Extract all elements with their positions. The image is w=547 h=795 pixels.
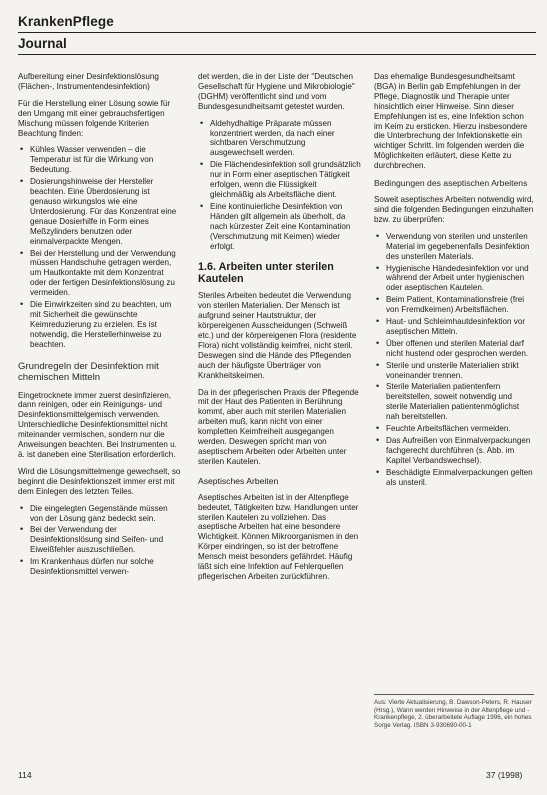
list-item: • Die Flächendesinfektion soll grundsätzlich nur in Form einer aseptischen Tätigkeit erfolgen, wenn die Flüssigkeit gleichmäßig als Arbeitsfläche dient. [198, 160, 361, 200]
paragraph: Da in der pflegerischen Praxis der Pflegende mit der Haut des Patienten in Berührung kommt, aber auch mit sterilen Materialien arbeiten muß, kann nicht von einer kompletten Keimfreiheit ausgegangen werden. Deswegen spricht man von aseptischem Arbeiten oder Arbeiten unter sterilen Kautelen. [198, 387, 359, 466]
list-item: • Bei der Herstellung und der Verwendung müssen Handschuhe getragen werden, um Hautkontakte mit dem Konzentrat oder der fertigen Desinfektionslösung zu vermeiden. [18, 249, 181, 299]
paragraph: Wird die Lösungsmittelmenge gewechselt, so beginnt die Desinfektionszeit immer erst mit dem Einlegen des letzten Teiles. [18, 466, 181, 496]
paragraph: det werden, die in der Liste der "Deutschen Gesellschaft für Hygiene und Mikrobiologie" (DGHM) veröffentlicht sind und vom Bundesgesundheitsamt getestet wurden. [198, 72, 355, 111]
list-item: • Dosierungshinweise der Hersteller beachten. Eine Überdosierung ist genauso wirkungslos wie eine Unterdosierung. Für das Konzentrat eine genaue Dosierhilfe in Form eines Meßzylinders benutzen oder einmalverpackte Mengen. [18, 177, 181, 246]
subheading: Bedingungen des aseptischen Arbeitens [374, 178, 528, 189]
list-item: • Haut- und Schleimhautdesinfektion vor aseptischen Mitteln. [374, 317, 534, 337]
paragraph: Aseptisches Arbeiten ist in der Altenpflege bedeutet, Tätigkeiten bzw. Handlungen unter sterilen Kautelen zu vollziehen. Das aseptische Arbeiten hat eine besondere Wichtigkeit. Können Mikroorganismen in den Körper eindringen, so ist der betroffene Mensch meist besonders gefährdet. Häufig läßt sich eine Infektion auf Fehlerquellen pflegerischen Arbeiten zurückführen. [198, 492, 359, 581]
subheading: Aseptisches Arbeiten [198, 475, 279, 486]
section-rule [18, 54, 536, 55]
bullet-list [374, 232, 534, 488]
paragraph: Aufbereitung einer Desinfektionslösung (Flächen-, Instrumentendesinfektion) [18, 72, 159, 91]
page-header [18, 14, 536, 55]
section-title: Journal [18, 36, 67, 51]
list-item: • Eine kontinuierliche Desinfektion von Händen gilt allgemein als überholt, da nach kürzester Zeit eine Kontamination (Verschmutzung mit Keimen) wieder erfolgt. [198, 202, 361, 252]
list-item: • Über offenen und sterilen Material darf nicht hustend oder gesprochen werden. [374, 339, 534, 359]
source-footnote: Aus: Vierte Aktualisierung, B. Dawson-Peters, R. Hauser (Hrsg.), Wann werden Hinweise in der Altenpflege und -Krankenpflege, 2. überarbeitete Auflage 1996, ein hohes Sorge Verlag. ISBN 3-930690-00-1 [374, 694, 534, 729]
list-item: • Bei der Verwendung der Desinfektionslösung sind Seifen- und Eiweißfehler auszuschließen. [18, 525, 181, 555]
page-number-right: 37 (1998) [486, 770, 523, 780]
list-item: • Beschädigte Einmalverpackungen gelten als unsteril. [374, 468, 534, 488]
paragraph: Soweit aseptisches Arbeiten notwendig wird, sind die folgenden Bedingungen einzuhalten bzw. zu überprüfen: [374, 195, 534, 224]
text-column-1 [18, 72, 181, 583]
list-item: • Die eingelegten Gegenstände müssen von der Lösung ganz bedeckt sein. [18, 504, 181, 524]
list-item: • Kühles Wasser verwenden – die Temperatur ist für die Wirkung von Bedeutung. [18, 145, 181, 175]
list-item: • Beim Patient, Kontaminationsfreie (frei von Fremdkeimen) Arbeitsflächen. [374, 295, 534, 315]
list-item: • Im Krankenhaus dürfen nur solche Desinfektionsmittel verwen- [18, 557, 181, 577]
text-column-3 [374, 72, 534, 494]
magazine-title: KrankenPflege [18, 14, 114, 29]
list-item: • Verwendung von sterilen und unsterilen Material im gegebenenfalls Desinfektion des unsterilen Materials. [374, 232, 534, 262]
bullet-list [18, 145, 181, 349]
list-item: • Die Einwirkzeiten sind zu beachten, um mit Sicherheit die gewünschte Keimreduzierung zu erzielen. Es ist notwendig, die Herstellerhinweise zu beachten. [18, 300, 181, 350]
paragraph: Für die Herstellung einer Lösung sowie für den Umgang mit einer gebrauchsfertigen Mischung müssen folgende Kriterien Beachtung finden: [18, 98, 171, 138]
list-item: • Hygienische Händedesinfektion vor und während der Arbeit unter hygienischen oder aseptischen Kautelen. [374, 264, 534, 294]
header-rule [18, 32, 536, 33]
page-number-left: 114 [18, 770, 32, 780]
bullet-list [198, 119, 361, 252]
paragraph: Steriles Arbeiten bedeutet die Verwendung von sterilen Materialien. Der Mensch ist aufgrund seiner Hautstruktur, der körpereigenen Ausscheidungen (Schweiß etc.) und der körpereigenen Flora (residente Flora) nicht vollständig keimfrei, nicht steril. Deswegen sind die Hände des Pflegenden auch der häufigste Überträger von Krankheitskeimen. [198, 291, 357, 380]
list-item: • Aldehydhaltige Präparate müssen konzentriert werden, da nach einer sichtbaren Verschmutzung ausgewechselt werden. [198, 119, 361, 159]
paragraph: Eingetrocknete immer zuerst desinfizieren, dann reinigen, oder ein Reinigungs- und Desinfektionsmittelgemisch verwenden. Unterschiedliche Desinfektionsmittel nicht miteinander vermischen, sondern nur die Anweisungen beachten. Bei Instrumenten u. ä. ist daneben eine Sterilisation erforderlich. [18, 390, 177, 459]
paragraph: Das ehemalige Bundesgesundheitsamt (BGA) in Berlin gab Empfehlungen in der Pflege, Diagnostik und Therapie unter hinsichtlich einer Hinweise. Sinn dieser Empfehlungen ist es, eine Infektion schon im Keim zu ersticken. Hierzu insbesondere die Unterbrechung der Infektionskette ein wichtiger Schritt. Im folgenden werden die Möglichkeiten erläutert, diese Kette zu durchbrechen. [374, 72, 528, 171]
list-item: • Das Aufreißen von Einmalverpackungen fachgerecht durchführen (s. Abb. im Kapitel Verbandswechsel). [374, 436, 534, 466]
chapter-heading: 1.6. Arbeiten unter sterilen Kautelen [198, 261, 334, 286]
text-column-2 [198, 72, 361, 589]
list-item: • Sterile und unsterile Materialien strikt voneinander trennen. [374, 361, 534, 381]
list-item: • Sterile Materialien patientenfern bereitstellen, soweit notwendig und sterile Materialien patientenmöglichst nah bereitstellen. [374, 382, 534, 422]
list-item: • Feuchte Arbeitsflächen vermeiden. [374, 424, 534, 434]
bullet-list [18, 504, 181, 577]
subheading: Grundregeln der Desinfektion mit chemischen Mitteln [18, 360, 159, 384]
